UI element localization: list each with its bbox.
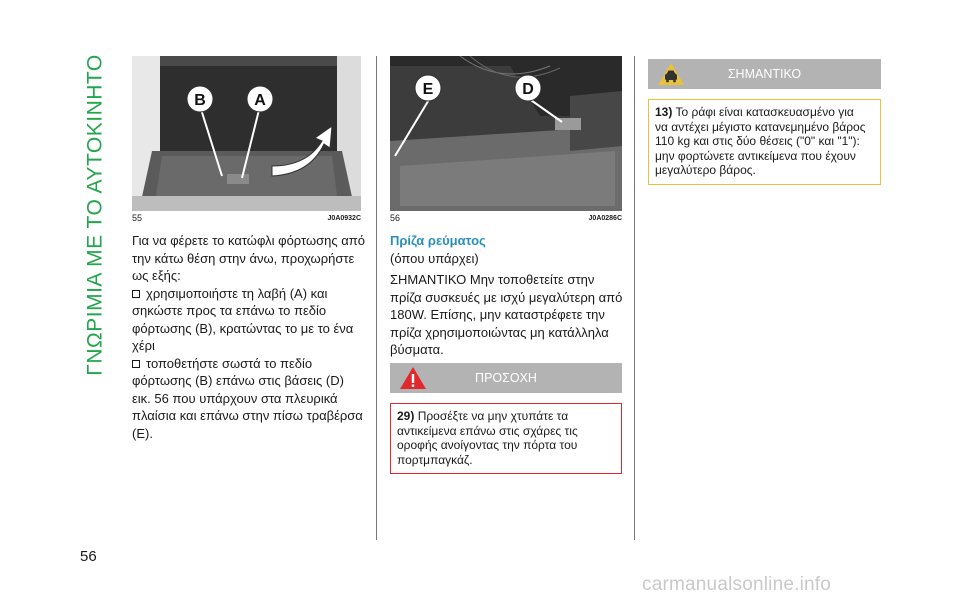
- step2-line: πλαίσια και επάνω στην πίσω τραβέρσα: [132, 408, 363, 423]
- figure-number: 55: [132, 213, 143, 223]
- step2-line: (E).: [132, 425, 153, 441]
- important-banner: [648, 59, 881, 89]
- figure-56-caption: [390, 213, 622, 223]
- step1-line: σηκώστε προς τα επάνω το πεδίο: [132, 303, 327, 318]
- figure-56-photo: [390, 56, 622, 211]
- intro-line: Για να φέρετε το κατώφλι φόρτωσης από: [132, 233, 365, 248]
- paragraph-line: πρίζα χρησιμοποιώντας μη κατάλληλα: [390, 324, 609, 340]
- step1-line: φόρτωσης (B), κρατώντας το με το ένα: [132, 320, 354, 336]
- page-number: 56: [80, 548, 97, 565]
- warning-banner-label: ΠΡΟΣΟΧΗ: [475, 371, 537, 385]
- figure-55-photo: [132, 56, 361, 211]
- trunk-load-floor-illustration: [132, 56, 361, 211]
- important-banner-label: ΣΗΜΑΝΤΙΚΟ: [727, 67, 802, 81]
- warning-line: οροφής ανοίγοντας την πόρτα του: [397, 438, 578, 452]
- section-subheading: (όπου υπάρχει): [390, 251, 479, 266]
- note-line: Το ράφι είναι κατασκευασμένο για: [675, 105, 854, 119]
- warning-banner: [390, 363, 622, 393]
- column2-body: [390, 271, 630, 359]
- paragraph-line: 180W. Επίσης, μην καταστρέφετε την: [390, 307, 605, 322]
- paragraph-line: βύσματα.: [390, 342, 444, 357]
- step2-line: εικ. 56 που υπάρχουν στα πλευρικά: [132, 390, 338, 406]
- column1-body: [132, 232, 372, 442]
- warning-line: αντικείμενα επάνω στις σχάρες τις: [397, 423, 578, 438]
- note-line: μην φορτώνετε αντικείμενα που έχουν: [655, 148, 856, 163]
- callout-b: B: [194, 92, 206, 109]
- chapter-title-text: ΓΝΩΡΙΜΙΑ ΜΕ ΤΟ ΑΥΤΟΚΙΝΗΤΟ: [84, 54, 108, 376]
- figure-55-caption: [132, 213, 361, 223]
- callout-d: D: [522, 81, 534, 98]
- step2-line: φόρτωσης (B) επάνω στις βάσεις (D): [132, 373, 344, 388]
- checkbox-bullet-icon: [132, 290, 140, 298]
- callout-a: A: [254, 92, 266, 109]
- warning-line: πορτμπαγκάζ.: [397, 452, 473, 467]
- checkbox-bullet-icon: [132, 360, 140, 368]
- figure-number: 56: [390, 213, 401, 223]
- intro-line: την κάτω θέση στην άνω, προχωρήστε: [132, 250, 355, 266]
- note-number: 13): [655, 105, 673, 119]
- intro-line: ως εξής:: [132, 268, 181, 283]
- column-divider: [376, 56, 377, 540]
- section-heading: Πρίζα ρεύματος: [390, 233, 486, 248]
- column-divider: [634, 56, 635, 540]
- note-line: 110 kg και στις δύο θέσεις ("0" και "1"):: [655, 134, 860, 148]
- step1-line: χρησιμοποιήστε τη λαβή (A) και: [132, 285, 372, 303]
- step2-line: τοποθετήστε σωστά το πεδίο: [132, 355, 372, 373]
- warning-number: 29): [397, 409, 415, 423]
- trunk-side-supports-illustration: [390, 56, 622, 211]
- figure-code: J0A0286C: [588, 215, 622, 222]
- important-note-box: [648, 99, 881, 185]
- step1-line: χέρι: [132, 338, 155, 353]
- chapter-side-title: [76, 50, 116, 380]
- note-line: να αντέχει μέγιστο κατανεμημένο βάρος: [655, 119, 866, 134]
- warning-note-box: [390, 403, 622, 474]
- callout-e: E: [422, 81, 434, 98]
- paragraph-line: ΣΗΜΑΝΤΙΚΟ Μην τοποθετείτε στην: [390, 272, 595, 287]
- note-line: μεγαλύτερο βάρος.: [655, 163, 756, 177]
- paragraph-line: πρίζα συσκευές με ισχύ μεγαλύτερη από: [390, 289, 623, 305]
- warning-line: Προσέξτε να μην χτυπάτε τα: [417, 409, 569, 423]
- site-watermark: carmanualsonline.info: [642, 574, 832, 595]
- figure-code: J0A0932C: [327, 215, 361, 222]
